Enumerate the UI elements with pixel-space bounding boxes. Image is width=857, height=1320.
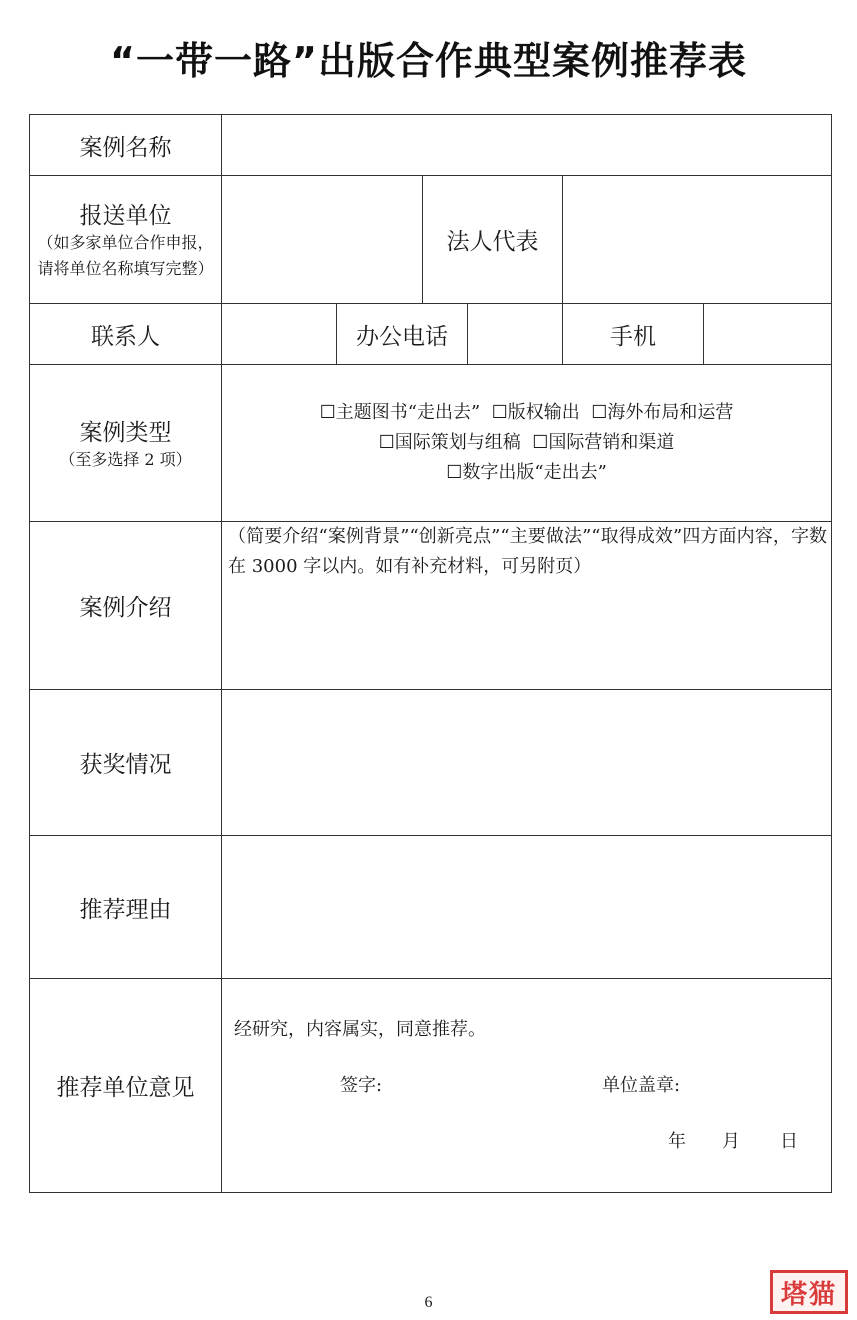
case-name-label: 案例名称 xyxy=(30,115,222,176)
watermark-stamp: 塔猫 xyxy=(770,1270,848,1314)
opinion-field[interactable] xyxy=(222,979,832,1193)
checkbox-digital-publishing[interactable]: ☐数字出版“走出去” xyxy=(446,462,607,483)
checkbox-theme-books[interactable]: ☐主题图书“走出去” xyxy=(319,402,481,423)
mobile-field[interactable] xyxy=(704,304,832,365)
reason-label: 推荐理由 xyxy=(30,836,222,979)
case-type-options xyxy=(222,365,832,522)
signature-label: 签字: xyxy=(340,1075,383,1096)
recommendation-form xyxy=(29,114,832,1193)
page-number: 6 xyxy=(424,1294,433,1311)
opinion-label: 推荐单位意见 xyxy=(30,979,222,1193)
awards-label: 获奖情况 xyxy=(30,690,222,836)
opinion-statement: 经研究，内容属实，同意推荐。 xyxy=(234,1019,486,1040)
submitting-unit-cell xyxy=(30,176,222,304)
case-type-row xyxy=(30,365,832,522)
checkbox-intl-marketing[interactable]: ☐国际营销和渠道 xyxy=(532,432,675,453)
date-day: 日 xyxy=(780,1131,798,1152)
submitting-unit-field[interactable] xyxy=(222,176,423,304)
contact-row xyxy=(30,304,832,365)
reason-row xyxy=(30,836,832,979)
office-phone-field[interactable] xyxy=(468,304,563,365)
awards-field[interactable] xyxy=(222,690,832,836)
office-phone-label: 办公电话 xyxy=(337,304,468,365)
seal-label: 单位盖章: xyxy=(602,1075,681,1096)
case-intro-label: 案例介绍 xyxy=(30,522,222,690)
reason-field[interactable] xyxy=(222,836,832,979)
contact-field[interactable] xyxy=(222,304,337,365)
mobile-label: 手机 xyxy=(563,304,704,365)
legal-rep-field[interactable] xyxy=(563,176,832,304)
submitting-unit-label: 报送单位 xyxy=(79,203,172,229)
checkbox-copyright-export[interactable]: ☐版权输出 xyxy=(491,402,580,423)
case-type-label: 案例类型 xyxy=(79,419,172,446)
case-intro-field[interactable]: （简要介绍“案例背景”“创新亮点”“主要做法”“取得成效”四方面内容，字数在 3000 字以内。如有补充材料，可另附页） xyxy=(222,522,832,690)
checkbox-intl-planning[interactable]: ☐国际策划与组稿 xyxy=(378,432,521,453)
awards-row xyxy=(30,690,832,836)
date-year: 年 xyxy=(668,1131,686,1152)
contact-label: 联系人 xyxy=(30,304,222,365)
page-title: “一带一路”出版合作典型案例推荐表 xyxy=(110,39,747,83)
legal-rep-label: 法人代表 xyxy=(423,176,563,304)
case-type-note: （至多选择 2 项） xyxy=(59,449,192,469)
case-intro-row xyxy=(30,522,832,690)
checkbox-overseas-operations[interactable]: ☐海外布局和运营 xyxy=(591,402,734,423)
case-name-field[interactable] xyxy=(222,115,832,176)
submitting-unit-note: （如多家单位合作申报，请将单位名称填写完整） xyxy=(37,233,214,278)
date-month: 月 xyxy=(722,1131,740,1152)
case-type-cell xyxy=(30,365,222,522)
opinion-row xyxy=(30,979,832,1193)
submitting-unit-row xyxy=(30,176,832,304)
case-name-row xyxy=(30,115,832,176)
